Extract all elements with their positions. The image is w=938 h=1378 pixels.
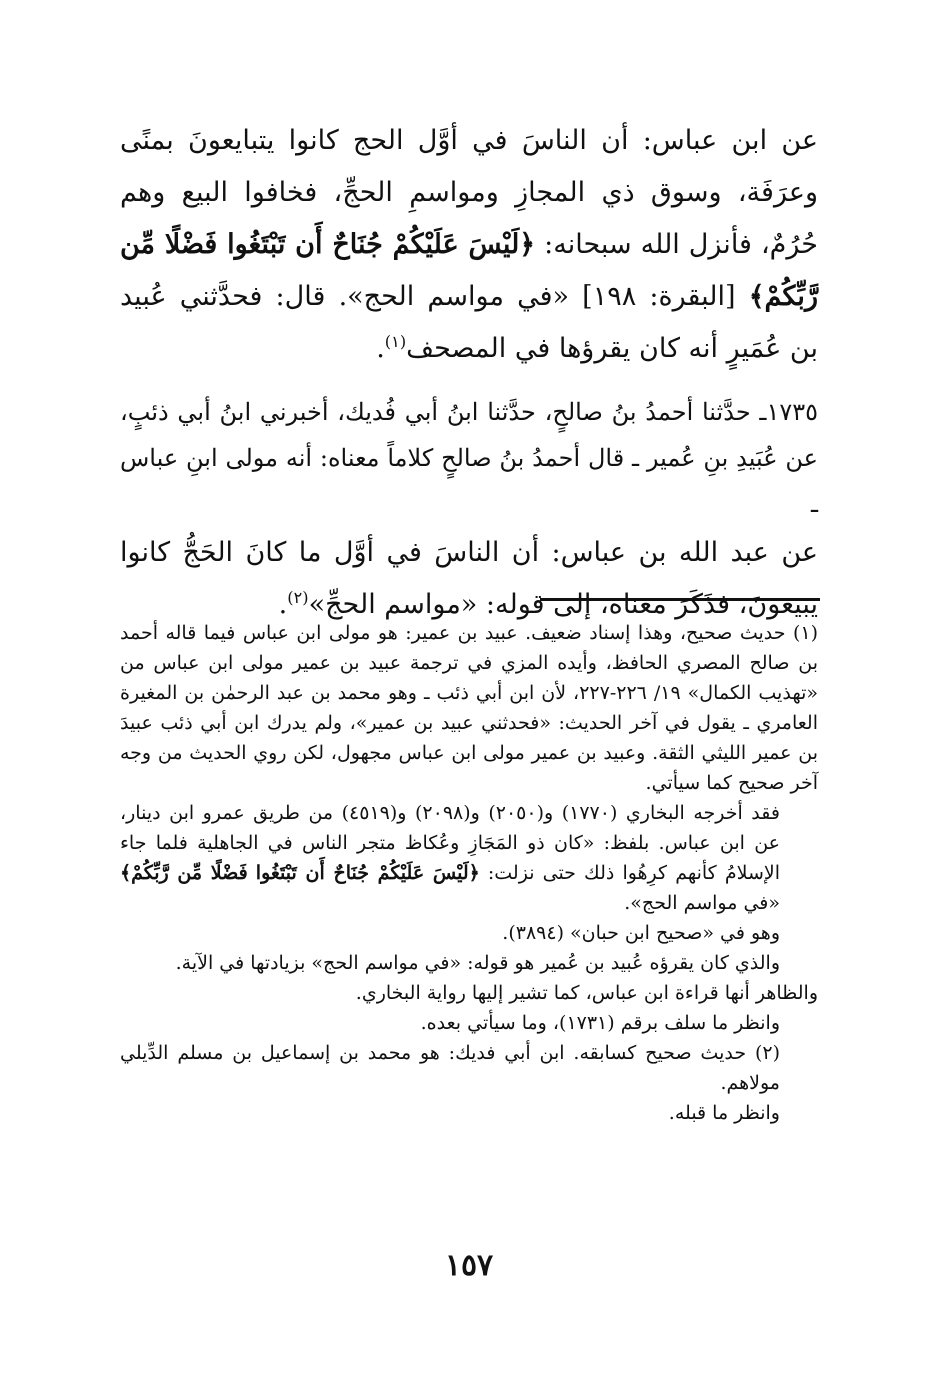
quran-verse: ﴿لَيْسَ عَلَيْكُمْ جُنَاحٌ أَن تَبْتَغُوا <box>255 862 480 884</box>
quran-verse: ﴿لَيْسَ عَلَيْكُمْ جُنَاحٌ أَن تَبْتَغُوا فَضْلًا مِّن رَّبِّكُمْ﴾ <box>120 229 818 312</box>
text-line: وسوق ذي المجازِ ومواسمِ الحجِّ، فخافوا البيع وهم حُرُمٌ، فأنزل الله <box>120 177 818 260</box>
hadith-1735-isnad <box>120 389 818 527</box>
note-line: فيما قاله أحمد بن صالح المصري الحافظ، وأيده المزي في ترجمة عبيد بن عمير <box>120 622 818 674</box>
footnotes <box>120 618 818 1128</box>
note-line: وانظر ما قبله. <box>668 1102 780 1124</box>
text-punct: . <box>376 333 385 364</box>
footnote-divider <box>540 598 820 601</box>
note-line: محمد بن عبد الرحمٰن بن المغيرة العامري ـ يقول في آخر الحديث: «فحدثني عبيد بن <box>120 682 818 734</box>
text-line: سبحانه: <box>544 229 632 260</box>
quran-verse: فَضْلًا مِّن رَّبِّكُمْ﴾ <box>120 862 248 884</box>
footnote-2 <box>120 1038 818 1098</box>
footnote-1-takhrij <box>120 798 818 918</box>
note-line: فلما جاء الإسلامُ كأنهم كرِهُوا ذلك حتى نزلت: <box>120 832 780 884</box>
note-line: وانظر ما سلف برقم (١٧٣١)، وما سيأتي بعده. <box>420 1012 780 1034</box>
text-line: عن عُبَيدِ بنِ عُمير ـ قال أحمدُ بنُ صالحٍ كلاماً معناه: أنه مولى ابنِ عباس ـ <box>120 444 818 518</box>
note-line: والذي كان يقرؤه عُبيد بن عُمير هو قوله: «في مواسم الحج» بزيادتها في الآية. <box>175 952 780 974</box>
footnote-ref-1: (١) <box>384 332 407 351</box>
main-text <box>120 115 818 631</box>
text-line: عن عبد الله بن عباس: أن الناسَ في أوَّل ما كانَ الحَجُّ كانوا <box>120 537 818 568</box>
hadith-paragraph-1 <box>120 115 818 375</box>
text-line: [البقرة: ١٩٨] «في مواسم الحج». قال: فحدَّثني عُبيد بن عُمَيرٍ أنه كان <box>120 281 818 364</box>
text-punct: . <box>278 589 288 620</box>
note-line: وهو في «صحيح ابن حبان» (٣٨٩٤). <box>502 922 780 944</box>
footnote-1 <box>120 618 818 798</box>
note-line: «في مواسم الحج». <box>624 892 780 914</box>
text-line: يبيعونَ، فذَكَرَ معناه، إلى قوله: «مواسم الحجِّ» <box>308 589 818 620</box>
page-number: ١٥٧ <box>444 1248 494 1283</box>
note-line: ابن دينار، عن ابن عباس. بلفظ: «كان ذو المَجَازِ وعُكاظ متجر الناس في الجاهلية <box>120 802 780 854</box>
hadith-1735-matn <box>120 527 818 631</box>
text-line: عن ابن عباس: أن الناسَ في أوَّل الحج كانوا يتبايعونَ بمنًى وعرَفَة، <box>120 125 818 208</box>
footnote-ref-2: (٢) <box>287 588 309 607</box>
note-line: والظاهر أنها قراءة ابن عباس، كما تشير إليها رواية البخاري. <box>355 982 818 1004</box>
note-line: الدِّيلي مولاهم. <box>120 1042 780 1094</box>
text-line: يقرؤها في المصحف <box>406 333 631 364</box>
note-line: فقد أخرجه البخاري (١٧٧٠) و(٢٠٥٠) و(٢٠٩٨) و(٤٥١٩) من طريق عمرو <box>202 802 780 824</box>
note-line: مولى ابن عباس من «تهذيب الكمال» ١٩/ ٢٢٦-٢٢٧، لأن ابن أبي ذئب ـ وهو <box>120 652 818 704</box>
note-line: (٢) حديث صحيح كسابقه. ابن أبي فديك: هو محمد بن إسماعيل بن مسلم <box>177 1042 780 1064</box>
note-line: عمير»، ولم يدرك ابن أبي ذئب عبيدَ بن عمير الليثي الثقة. وعبيد بن عمير مولى ابن <box>120 712 819 764</box>
text-line: ١٧٣٥ـ حدَّثنا أحمدُ بنُ صالحٍ، حدَّثنا ابنُ أبي فُديك، أخبرني ابنُ أبي ذئبٍ، <box>120 398 818 426</box>
note-line: (١) حديث صحيح، وهذا إسناد ضعيف. عبيد بن عمير: هو مولى ابن عباس <box>242 622 819 644</box>
note-line: عباس مجهول، لكن روي الحديث من وجه آخر صحيح كما سيأتي. <box>120 742 818 794</box>
